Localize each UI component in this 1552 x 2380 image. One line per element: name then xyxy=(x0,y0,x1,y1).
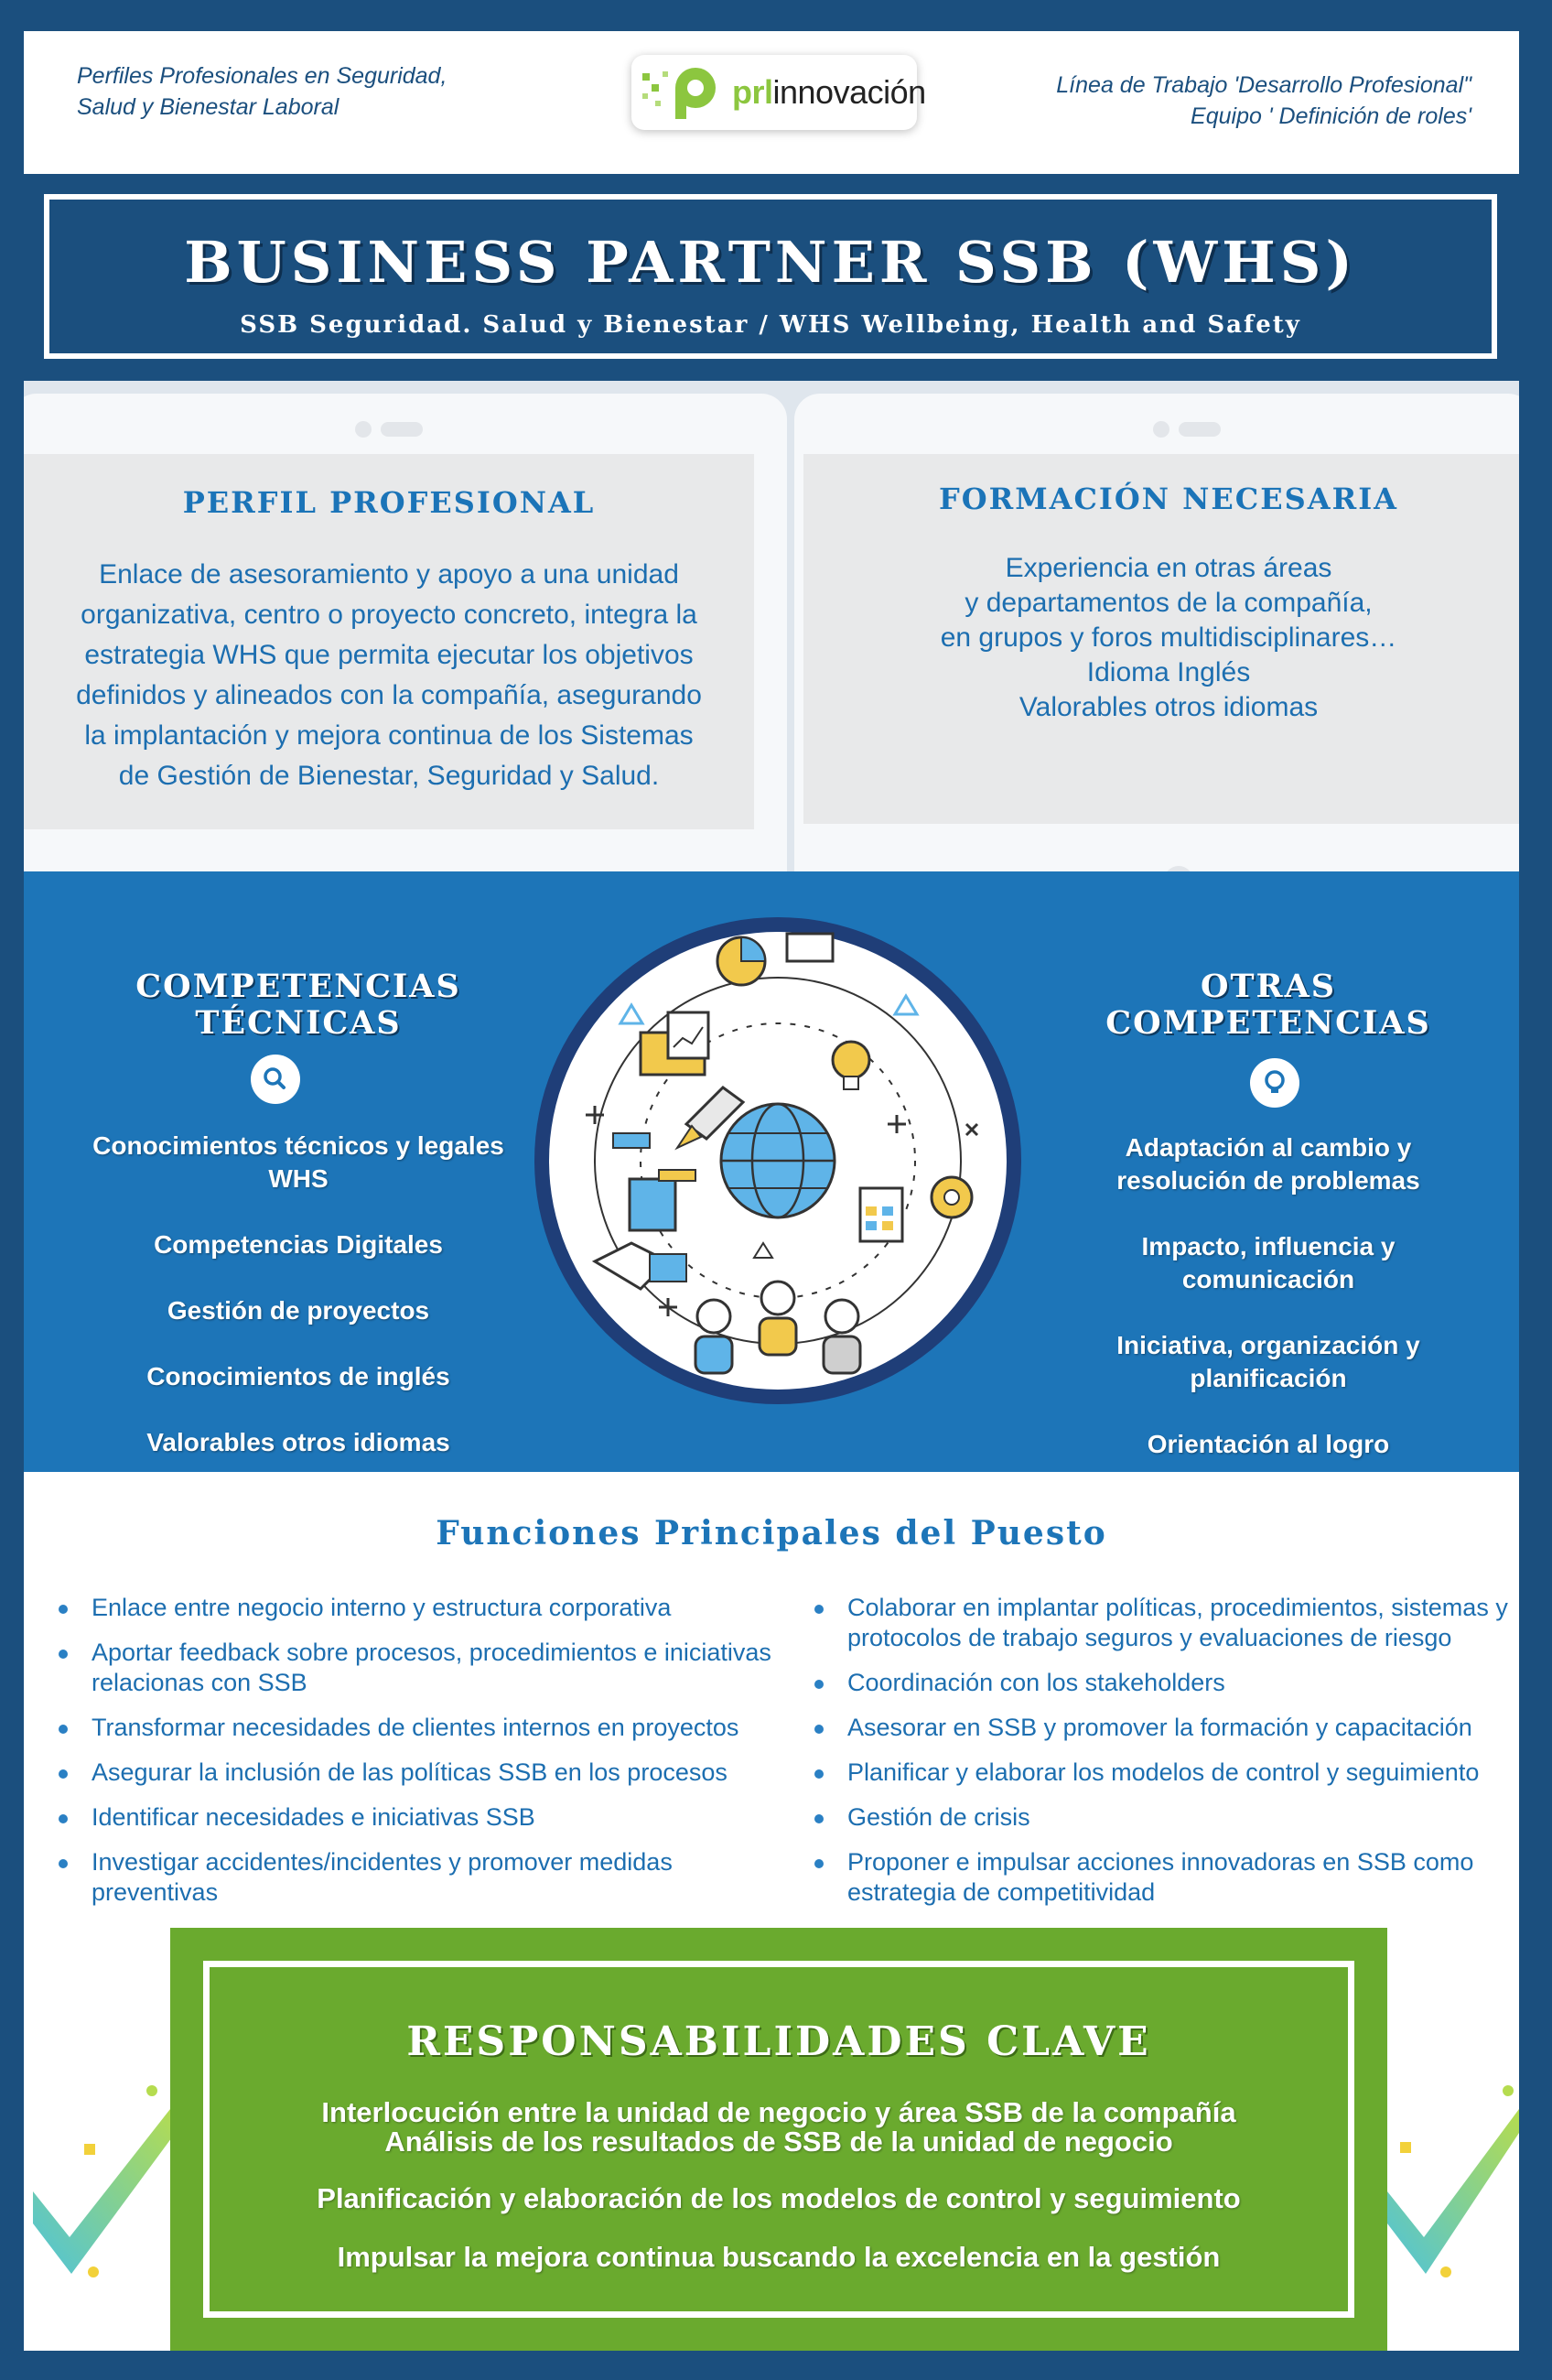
otra-competencia-item: Impacto, influencia y comunicación xyxy=(1141,1232,1396,1293)
logo-wordmark xyxy=(732,73,926,112)
funcion-item: Planificar y elaborar los modelos de control y seguimiento xyxy=(814,1758,1512,1788)
funcion-item: Asesorar en SSB y promover la formación y capacitación xyxy=(814,1713,1512,1743)
otras-title-line2: COMPETENCIAS xyxy=(1105,1004,1431,1042)
prl-innovacion-logo xyxy=(631,55,926,130)
funcion-item: Gestión de crisis xyxy=(814,1802,1512,1833)
funcion-item: Investigar accidentes/incidentes y promover medidas preventivas xyxy=(59,1847,800,1908)
header-work-line xyxy=(1056,70,1471,132)
responsabilidades-section xyxy=(170,1928,1387,2351)
competencia-item: Gestión de proyectos xyxy=(167,1296,430,1325)
perfil-card xyxy=(24,454,754,829)
responsabilidades-box xyxy=(203,1961,1354,2318)
responsabilidad-line: Planificación y elaboración de los modelos de control y seguimiento xyxy=(317,2182,1241,2214)
checkmark-right-icon xyxy=(1373,2054,1519,2292)
funcion-item: Transformar necesidades de clientes internos en proyectos xyxy=(59,1713,800,1743)
title-band xyxy=(24,174,1519,381)
responsabilidad-line: Impulsar la mejora continua buscando la excelencia en la gestión xyxy=(337,2241,1221,2273)
competencias-tecnicas-list xyxy=(60,1130,536,1492)
formacion-card xyxy=(803,454,1519,824)
funciones-right-list xyxy=(814,1593,1512,1922)
funcion-item: Aportar feedback sobre procesos, procedimientos e iniciativas relacionas con SSB xyxy=(59,1638,800,1698)
otra-competencia-item: Orientación al logro xyxy=(1147,1430,1390,1458)
content-frame xyxy=(24,31,1519,2351)
formacion-title: FORMACIÓN NECESARIA xyxy=(939,481,1398,516)
logo-prl: prl xyxy=(732,73,773,111)
funcion-item: Enlace entre negocio interno y estructura corporativa xyxy=(59,1593,800,1623)
perfil-line: Enlace de asesoramiento y apoyo a una unidad xyxy=(99,559,679,590)
funcion-item: Coordinación con los stakeholders xyxy=(814,1668,1512,1698)
pie-chart-icon xyxy=(717,937,765,985)
checkmark-left-icon xyxy=(33,2054,179,2292)
formacion-line: Experiencia en otras áreas xyxy=(1005,553,1332,583)
competencia-item: Conocimientos de inglés xyxy=(146,1362,450,1390)
funcion-item: Identificar necesidades e iniciativas SSB xyxy=(59,1802,800,1833)
competencias-title-line2: TÉCNICAS xyxy=(195,1004,402,1042)
responsabilidad-line: Análisis de los resultados de SSB de la unidad de negocio xyxy=(384,2126,1173,2158)
title-box xyxy=(44,194,1497,359)
responsabilidad-line: Interlocución entre la unidad de negocio y área SSB de la compañía xyxy=(321,2096,1236,2128)
otra-competencia-item: Iniciativa, organización y planificación xyxy=(1116,1331,1420,1392)
device-camera-icon xyxy=(1153,421,1169,438)
perfil-line: la implantación y mejora continua de los Sistemas xyxy=(84,720,694,751)
responsabilidades-title: RESPONSABILIDADES CLAVE xyxy=(406,2018,1151,2065)
formacion-description xyxy=(803,551,1519,725)
sub-title: SSB Seguridad. Salud y Bienestar / WHS Wellbeing, Health and Safety xyxy=(240,311,1301,339)
globe-icon xyxy=(721,1104,835,1217)
device-speaker-icon xyxy=(1179,422,1221,437)
competencia-item: Valorables otros idiomas xyxy=(146,1428,450,1456)
skills-illustration xyxy=(531,914,1025,1408)
competencias-tecnicas-title xyxy=(42,968,555,1042)
otras-competencias-title xyxy=(1021,968,1515,1042)
gear-icon xyxy=(932,1177,972,1217)
perfil-line: definidos y alineados con la compañía, asegurando xyxy=(76,680,702,710)
device-speaker-icon xyxy=(381,422,423,437)
funciones-left-list xyxy=(59,1593,800,1922)
search-icon xyxy=(251,1055,300,1104)
perfil-device xyxy=(24,394,787,906)
header-left-line2: Salud y Bienestar Laboral xyxy=(77,94,340,120)
competencies-section xyxy=(24,871,1519,1472)
main-title: BUSINESS PARTNER SSB (WHS) xyxy=(184,229,1357,296)
otra-competencia-item: Adaptación al cambio y resolución de problemas xyxy=(1116,1133,1420,1195)
calculator-icon xyxy=(860,1188,902,1241)
formacion-line: en grupos y foros multidisciplinares… xyxy=(940,622,1397,653)
formacion-line: y departamentos de la compañía, xyxy=(965,588,1373,618)
header-left-line1: Perfiles Profesionales en Seguridad, xyxy=(77,63,447,89)
perfil-line: estrategia WHS que permita ejecutar los objetivos xyxy=(84,640,694,670)
device-camera-icon xyxy=(355,421,372,438)
perfil-line: de Gestión de Bienestar, Seguridad y Salud. xyxy=(118,761,660,791)
logo-mark-icon xyxy=(639,64,730,121)
competencia-item: Competencias Digitales xyxy=(154,1230,443,1259)
funcion-item: Colaborar en implantar políticas, procedimientos, sistemas y protocolos de trabajo seguros y evaluaciones de riesgo xyxy=(814,1593,1512,1653)
formacion-device xyxy=(794,394,1519,906)
otras-competencias-list xyxy=(1030,1131,1506,1494)
competencias-title-line1: COMPETENCIAS xyxy=(135,968,461,1005)
funcion-item: Asegurar la inclusión de las políticas SSB en los procesos xyxy=(59,1758,800,1788)
perfil-description xyxy=(24,555,754,796)
formacion-line: Idioma Inglés xyxy=(1086,657,1251,687)
funciones-title: Funciones Principales del Puesto xyxy=(436,1514,1107,1552)
otras-title-line1: OTRAS xyxy=(1200,968,1337,1005)
competencia-item: Conocimientos técnicos y legales WHS xyxy=(92,1131,504,1193)
perfil-line: organizativa, centro o proyecto concreto, integra la xyxy=(81,600,697,630)
profile-section xyxy=(24,381,1519,871)
logo-innovacion: innovación xyxy=(772,73,926,111)
header-right-line1: Línea de Trabajo 'Desarrollo Profesional" xyxy=(1056,72,1471,98)
lightbulb-icon xyxy=(1250,1058,1299,1108)
header-right-line2: Equipo ' Definición de roles' xyxy=(1191,103,1471,129)
perfil-title: PERFIL PROFESIONAL xyxy=(182,485,596,520)
header-series-label xyxy=(77,60,447,123)
formacion-line: Valorables otros idiomas xyxy=(1018,692,1319,722)
funcion-item: Proponer e impulsar acciones innovadoras en SSB como estrategia de competitividad xyxy=(814,1847,1512,1908)
